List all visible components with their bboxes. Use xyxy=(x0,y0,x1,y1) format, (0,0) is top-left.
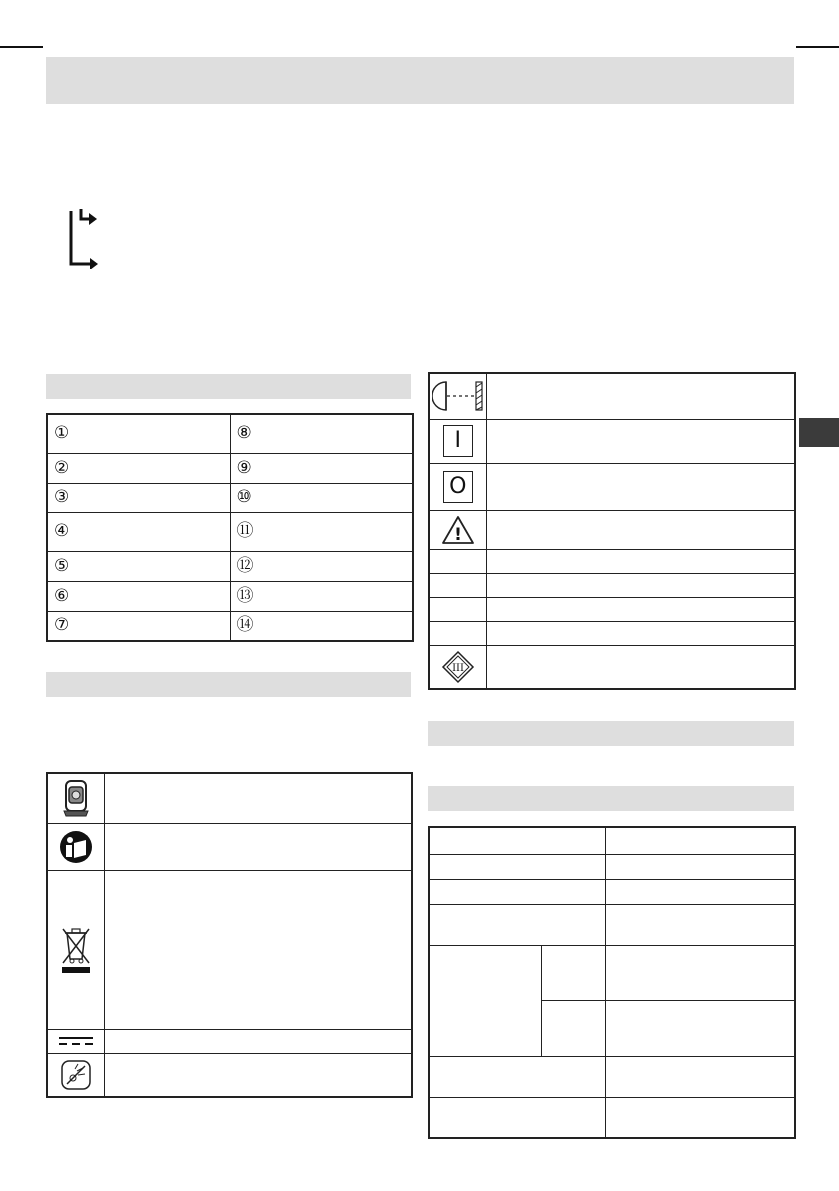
no-laser-view-icon xyxy=(59,1058,93,1092)
warning-triangle-icon xyxy=(441,515,475,545)
parts-list-table xyxy=(46,413,414,642)
direct-current-icon xyxy=(58,1035,94,1047)
class-iii-glyph: III xyxy=(451,662,464,674)
part-number: ② xyxy=(47,453,230,483)
part-number: ⑪ xyxy=(230,512,413,551)
part-number: ⑬ xyxy=(230,581,413,611)
warning-glyph: ! xyxy=(453,524,462,545)
specifications-table xyxy=(428,826,796,1139)
switch-on-icon xyxy=(443,425,473,457)
min-distance-icon xyxy=(432,379,484,413)
language-tab-marker xyxy=(799,418,839,447)
switch-on-glyph: I xyxy=(454,428,461,453)
switch-off-icon xyxy=(443,471,473,503)
read-manual-icon xyxy=(59,830,93,864)
right-symbols-table xyxy=(428,372,796,690)
specifications-section-banner xyxy=(428,786,794,811)
part-number: ⑦ xyxy=(47,611,230,641)
part-number: ⑭ xyxy=(230,611,413,641)
part-number: ⑤ xyxy=(47,551,230,581)
part-number: ① xyxy=(47,414,230,453)
part-number: ⑨ xyxy=(230,453,413,483)
class-iii-icon xyxy=(441,650,475,684)
part-number: ⑫ xyxy=(230,551,413,581)
parts-section-banner xyxy=(46,374,411,399)
weee-crossed-bin-icon xyxy=(59,925,93,975)
symbols-section-banner xyxy=(46,672,411,697)
product-device-icon xyxy=(61,778,91,818)
section-banner-a xyxy=(428,721,794,746)
part-number: ⑥ xyxy=(47,581,230,611)
title-banner xyxy=(46,57,794,104)
crop-mark-top-left xyxy=(0,46,43,48)
part-number: ④ xyxy=(47,512,230,551)
switch-off-glyph: O xyxy=(449,473,467,499)
cross-reference-arrow-icon xyxy=(64,207,100,269)
symbols-table xyxy=(46,772,413,1098)
part-number: ⑧ xyxy=(230,414,413,453)
crop-mark-top-right xyxy=(796,46,839,48)
part-number: ⑩ xyxy=(230,483,413,512)
part-number: ③ xyxy=(47,483,230,512)
